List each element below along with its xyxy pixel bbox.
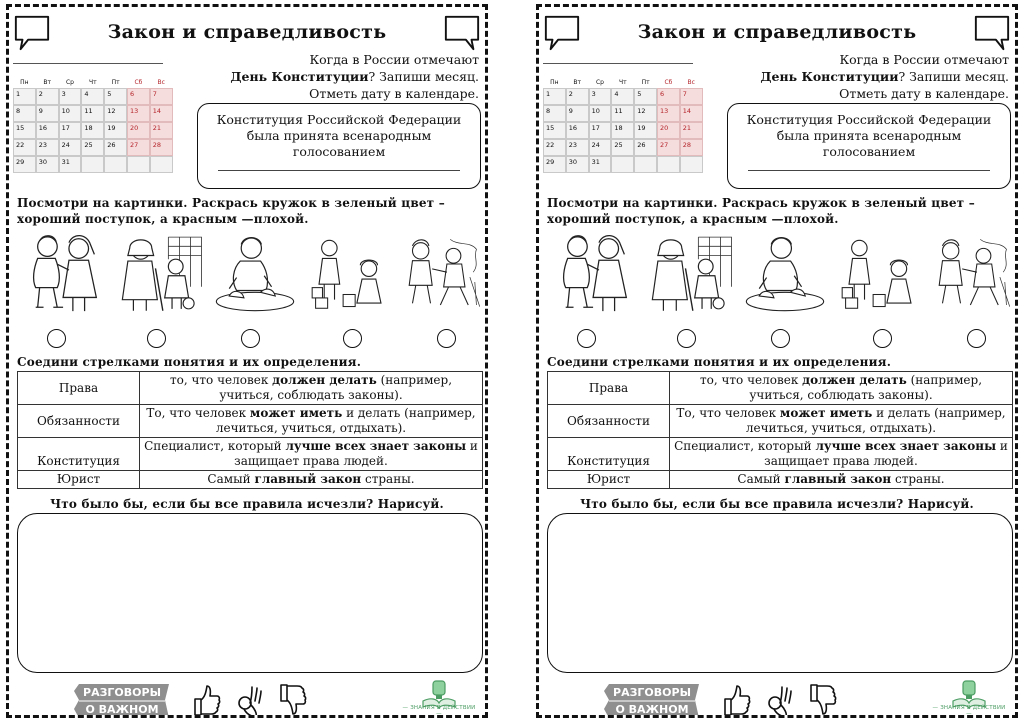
definition-pre: то, что человек [699,373,803,387]
calendar-day[interactable]: 15 [543,122,566,139]
calendar-day[interactable] [81,156,104,173]
term-cell: Обязанности [18,405,140,438]
calendar-day[interactable]: 5 [104,88,127,105]
pictures-row [17,229,483,349]
drawing-area[interactable] [17,513,483,673]
definition-bold: должен делать [272,373,377,387]
color-circle-3[interactable] [241,329,260,348]
calendar-day[interactable]: 9 [566,105,589,122]
definition-pre: То, что человек [146,406,250,420]
picture-children-grandma [115,229,207,317]
table-row [18,438,483,471]
razgovory-logo [603,683,701,718]
calendar-week [13,122,173,139]
thumbs-up-icon [721,683,751,717]
calendar-day[interactable]: 30 [36,156,59,173]
weekday-label: Сб [664,79,673,86]
constitution-text: Конституция Российской Федерации была принята всенародным голосованием [216,112,462,159]
constitution-text: Конституция Российской Федерации была принята всенародным голосованием [746,112,992,159]
color-circle-5[interactable] [967,329,986,348]
task2-instruction: Соедини стрелками понятия и их определения. [17,355,362,369]
definition-post: страны. [361,472,415,486]
picture-children-flowers [931,229,1013,317]
calendar-week [543,88,703,105]
calendar-day[interactable]: 18 [81,122,104,139]
calendar-day[interactable] [634,156,657,173]
definition-pre: Самый [207,472,255,486]
calendar-day[interactable]: 6 [127,88,150,105]
intro-line3: Отметь дату в календаре. [309,86,479,101]
color-circle-5[interactable] [437,329,456,348]
picture-boy-sandbox [739,229,831,317]
calendar-day[interactable]: 19 [634,122,657,139]
calendar-day[interactable]: 1 [13,88,36,105]
weekday-label: Пт [641,79,650,86]
ok-hand-icon [765,683,795,717]
calendar-day[interactable]: 1 [543,88,566,105]
picture-children-helping [17,229,117,317]
definition-post: (например, учиться, соблюдать законы). [219,373,453,402]
razgovory-logo [73,683,171,718]
intro-line3: Отметь дату в календаре. [839,86,1009,101]
definition-cell [670,438,1013,471]
color-circle-4[interactable] [343,329,362,348]
definition-bold: лучше всех знает законы [815,439,997,453]
term-cell: Конституция [18,438,140,471]
weekday-label: Вс [687,79,695,86]
table-row [18,372,483,405]
calendar-week [543,156,703,173]
calendar-day[interactable]: 20 [127,122,150,139]
term-cell: Права [548,372,670,405]
intro-bold: День Конституции [230,69,369,84]
definition-bold: может иметь [779,406,873,420]
definition-pre: то, что человек [169,373,273,387]
month-write-line [543,63,693,64]
calendar-day[interactable]: 24 [589,139,612,156]
calendar-day[interactable]: 16 [36,122,59,139]
task3-instruction: Что было бы, если бы все правила исчезли? Нарисуй. [580,497,974,511]
calendar-day[interactable]: 28 [680,139,703,156]
calendar-week [543,139,703,156]
calendar-day[interactable]: 28 [150,139,173,156]
calendar-day[interactable]: 17 [59,122,82,139]
table-row [548,372,1013,405]
calendar-day[interactable]: 7 [680,88,703,105]
weekday-label: Пн [550,79,559,86]
calendar-day[interactable]: 10 [589,105,612,122]
term-cell: Конституция [548,438,670,471]
page-title: Закон и справедливость [637,21,917,43]
picture-children-helping [547,229,647,317]
logo-line2: О ВАЖНОМ [615,703,689,716]
drawing-area[interactable] [547,513,1013,673]
intro-line2 [709,68,1009,85]
calendar-day[interactable]: 17 [589,122,612,139]
table-row [18,405,483,438]
definition-post: (например, учиться, соблюдать законы). [749,373,983,402]
color-circle-2[interactable] [677,329,696,348]
term-cell: Юрист [18,471,140,489]
calendar-weeks [13,88,173,173]
page-title: Закон и справедливость [107,21,387,43]
calendar-day[interactable]: 30 [566,156,589,173]
table-row [548,405,1013,438]
calendar-day[interactable]: 31 [59,156,82,173]
calendar-weekdays [13,78,173,88]
answer-line[interactable] [218,170,461,171]
calendar-day[interactable]: 2 [36,88,59,105]
weekday-label: Пн [20,79,29,86]
task3-instruction: Что было бы, если бы все правила исчезли? Нарисуй. [50,497,444,511]
terms-table-body [548,372,1013,489]
calendar-day[interactable]: 7 [150,88,173,105]
calendar-day[interactable]: 15 [13,122,36,139]
calendar-week [543,122,703,139]
picture-children-grandma [645,229,737,317]
calendar-day[interactable]: 14 [150,105,173,122]
calendar-day[interactable]: 26 [634,139,657,156]
calendar-day[interactable]: 2 [566,88,589,105]
calendar-day[interactable]: 25 [81,139,104,156]
logo-line1: РАЗГОВОРЫ [613,686,691,699]
color-circle-1[interactable] [47,329,66,348]
definition-pre: То, что человек [676,406,780,420]
pictures-row [547,229,1013,349]
calendar-day[interactable]: 21 [680,122,703,139]
calendar-day[interactable]: 29 [13,156,36,173]
definition-post: и делать (например, лечиться, учиться, отдыхать). [215,406,476,435]
calendar-day[interactable]: 29 [543,156,566,173]
calendar-day[interactable]: 13 [127,105,150,122]
calendar-day[interactable]: 10 [59,105,82,122]
calendar-day[interactable]: 20 [657,122,680,139]
calendar-day[interactable]: 8 [13,105,36,122]
definition-post: страны. [891,472,945,486]
calendar-day[interactable]: 22 [543,139,566,156]
calendar-day[interactable]: 11 [611,105,634,122]
worksheet-left [6,4,488,718]
weekday-label: Чт [618,79,627,86]
calendar-day[interactable]: 16 [566,122,589,139]
calendar-day[interactable] [150,156,173,173]
intro-text [709,51,1009,102]
calendar-week [13,105,173,122]
calendar-day[interactable]: 12 [634,105,657,122]
calendar-day[interactable]: 18 [611,122,634,139]
terms-table-body [18,372,483,489]
definition-bold: главный закон [784,472,892,486]
definition-pre: Специалист, который [674,439,816,453]
table-row [548,438,1013,471]
definition-cell [670,372,1013,405]
calendar-week [543,105,703,122]
znaniya-caption: — ЗНАНИЯ В ДЕЙСТВИИ — [932,705,1006,717]
calendar-day[interactable]: 14 [680,105,703,122]
intro-line2 [179,68,479,85]
calendar-day[interactable]: 3 [589,88,612,105]
worksheet-right [536,4,1018,718]
definition-cell [140,372,483,405]
znaniya-caption: — ЗНАНИЯ В ДЕЙСТВИИ — [402,705,476,717]
weekday-label: Ср [595,79,604,86]
constitution-box [197,103,481,189]
definition-bold: может иметь [249,406,343,420]
definition-post: и защищает права людей. [234,439,478,468]
term-cell: Права [18,372,140,405]
calendar-day[interactable]: 24 [59,139,82,156]
definition-bold: должен делать [802,373,907,387]
picture-boy-sandbox [209,229,301,317]
thumbs-down-icon [807,683,837,717]
logo-line1: РАЗГОВОРЫ [83,686,161,699]
calendar [13,63,173,173]
calendar-day[interactable] [657,156,680,173]
weekday-label: Вт [43,79,51,86]
definition-cell [670,405,1013,438]
znaniya-logo [399,679,479,718]
calendar [543,63,703,173]
calendar-day[interactable] [680,156,703,173]
color-circle-3[interactable] [771,329,790,348]
calendar-weeks [543,88,703,173]
weekday-label: Ср [65,79,74,86]
calendar-day[interactable]: 12 [104,105,127,122]
calendar-day[interactable]: 6 [657,88,680,105]
calendar-day[interactable]: 19 [104,122,127,139]
intro-line1: Когда в России отмечают [309,52,479,67]
weekday-label: Вс [157,79,165,86]
calendar-week [13,139,173,156]
task1-instruction: Посмотри на картинки. Раскрась кружок в зеленый цвет – хороший поступок, а красным —плохой. [17,196,445,226]
calendar-day[interactable]: 11 [81,105,104,122]
table-row [548,471,1013,489]
intro-bold: День Конституции [760,69,899,84]
calendar-day[interactable]: 5 [634,88,657,105]
table-row [18,471,483,489]
definition-cell [670,471,1013,489]
calendar-day[interactable]: 31 [589,156,612,173]
intro-text [179,51,479,102]
weekday-label: Вт [573,79,581,86]
footer [9,679,485,718]
calendar-day[interactable] [104,156,127,173]
footer [539,679,1015,718]
definition-post: и делать (например, лечиться, учиться, отдыхать). [745,406,1006,435]
picture-children-blocks [307,229,393,317]
calendar-day[interactable]: 3 [59,88,82,105]
calendar-day[interactable]: 26 [104,139,127,156]
constitution-box [727,103,1011,189]
calendar-day[interactable]: 25 [611,139,634,156]
logo-line2: О ВАЖНОМ [85,703,159,716]
intro-line2-rest: ? Запиши месяц. [898,69,1009,84]
calendar-day[interactable]: 23 [36,139,59,156]
term-cell: Обязанности [548,405,670,438]
calendar-day[interactable]: 22 [13,139,36,156]
month-write-line [13,63,163,64]
intro-line2-rest: ? Запиши месяц. [368,69,479,84]
thumbs-up-icon [191,683,221,717]
color-circle-1[interactable] [577,329,596,348]
picture-children-blocks [837,229,923,317]
intro-line1: Когда в России отмечают [839,52,1009,67]
calendar-weekdays [543,78,703,88]
calendar-day[interactable] [127,156,150,173]
terms-table [17,371,483,489]
definition-cell [140,471,483,489]
ok-hand-icon [235,683,265,717]
color-circle-4[interactable] [873,329,892,348]
calendar-day[interactable]: 21 [150,122,173,139]
weekday-label: Сб [134,79,143,86]
calendar-day[interactable]: 4 [81,88,104,105]
calendar-day[interactable]: 27 [657,139,680,156]
calendar-day[interactable]: 8 [543,105,566,122]
definition-pre: Специалист, который [144,439,286,453]
calendar-day[interactable]: 27 [127,139,150,156]
task2-instruction: Соедини стрелками понятия и их определения. [547,355,892,369]
answer-line[interactable] [748,170,991,171]
thumbs-down-icon [277,683,307,717]
picture-children-flowers [401,229,483,317]
calendar-day[interactable]: 4 [611,88,634,105]
definition-cell [140,405,483,438]
calendar-day[interactable] [611,156,634,173]
definition-cell [140,438,483,471]
term-cell: Юрист [548,471,670,489]
znaniya-logo [929,679,1009,718]
definition-post: и защищает права людей. [764,439,1008,468]
calendar-week [13,156,173,173]
task1-instruction: Посмотри на картинки. Раскрась кружок в зеленый цвет – хороший поступок, а красным —плохой. [547,196,975,226]
calendar-day[interactable]: 13 [657,105,680,122]
calendar-day[interactable]: 9 [36,105,59,122]
terms-table [547,371,1013,489]
weekday-label: Чт [88,79,97,86]
definition-pre: Самый [737,472,785,486]
calendar-week [13,88,173,105]
color-circle-2[interactable] [147,329,166,348]
definition-bold: лучше всех знает законы [285,439,467,453]
calendar-day[interactable]: 23 [566,139,589,156]
definition-bold: главный закон [254,472,362,486]
weekday-label: Пт [111,79,120,86]
